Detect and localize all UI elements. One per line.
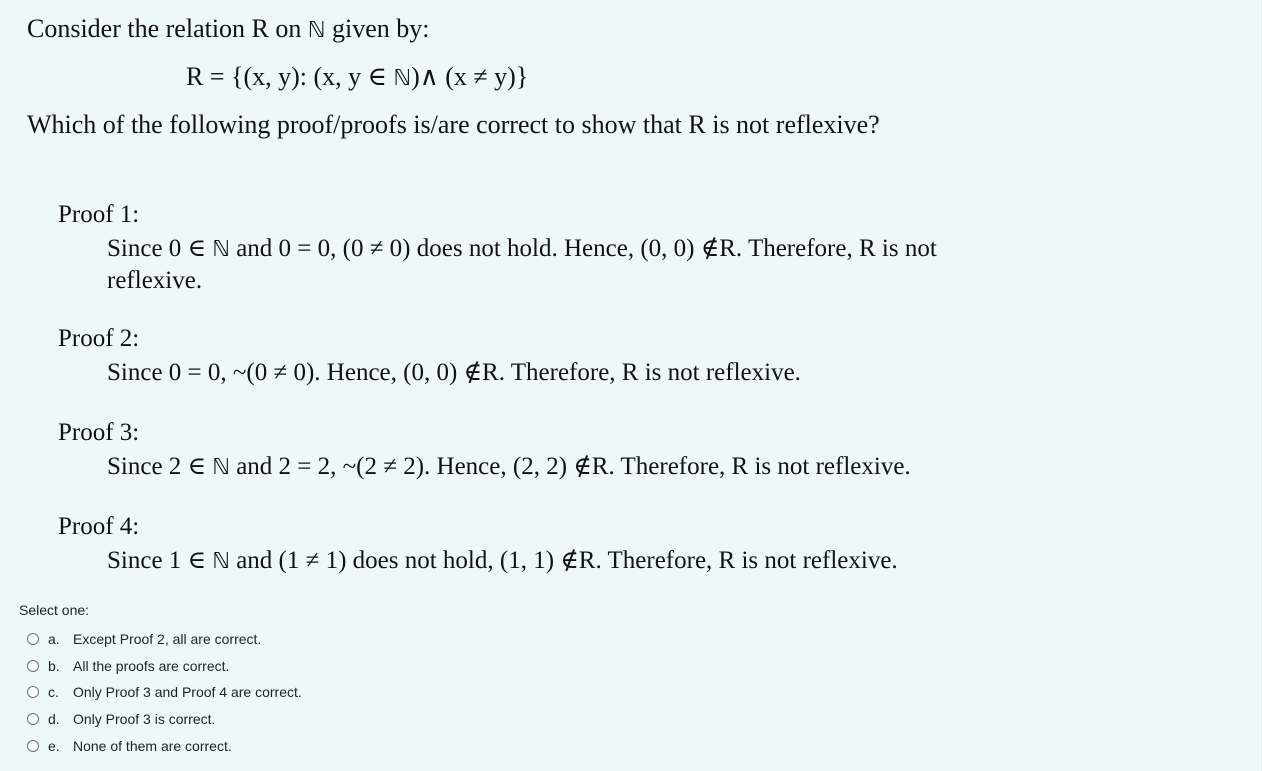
option-c-text: Only Proof 3 and Proof 4 are correct. <box>73 684 302 701</box>
proof-3-body <box>107 451 1107 483</box>
proof-3-body-post: and 2 = 2, ~(2 ≠ 2). Hence, (2, 2) ∉R. Therefore, R is not reflexive. <box>229 453 911 480</box>
option-e[interactable] <box>27 732 302 759</box>
question-intro <box>27 14 430 44</box>
natural-numbers-symbol: ℕ <box>212 237 230 262</box>
natural-numbers-symbol: ℕ <box>307 18 326 43</box>
relation-pre: R = {(x, y): (x, y ∈ <box>186 62 394 91</box>
proof-1-body-post: and 0 = 0, (0 ≠ 0) does not hold. Hence, (0, 0) ∉R. Therefore, R is not reflexive. <box>107 235 937 294</box>
option-d[interactable] <box>27 706 302 733</box>
option-e-letter: e. <box>48 737 60 754</box>
proof-4-body-post: and (1 ≠ 1) does not hold, (1, 1) ∉R. Therefore, R is not reflexive. <box>229 547 898 574</box>
proof-1-body <box>107 233 1007 296</box>
option-d-text: Only Proof 3 is correct. <box>73 711 216 728</box>
option-a[interactable] <box>27 626 302 653</box>
option-b[interactable] <box>27 653 302 680</box>
option-a-text: Except Proof 2, all are correct. <box>73 631 262 648</box>
proof-2-title: Proof 2: <box>58 325 140 352</box>
natural-numbers-symbol: ℕ <box>393 66 412 91</box>
relation-post: )∧ (x ≠ y)} <box>411 62 529 91</box>
radio-b[interactable] <box>27 660 39 672</box>
radio-a[interactable] <box>27 633 39 645</box>
question-prompt: Which of the following proof/proofs is/are correct to show that R is not reflexive? <box>27 110 880 139</box>
select-one-label: Select one: <box>19 602 90 618</box>
option-b-text: All the proofs are correct. <box>73 657 230 674</box>
proof-2-body: Since 0 = 0, ~(0 ≠ 0). Hence, (0, 0) ∉R. Therefore, R is not reflexive. <box>107 359 801 386</box>
relation-definition <box>186 62 528 92</box>
radio-c[interactable] <box>27 686 39 698</box>
proof-3-title: Proof 3: <box>58 419 140 446</box>
radio-e[interactable] <box>27 740 39 752</box>
proof-4-body-pre: Since 1 ∈ <box>107 547 213 574</box>
question-intro-end: given by: <box>325 14 430 43</box>
natural-numbers-symbol: ℕ <box>212 455 230 480</box>
option-d-letter: d. <box>48 711 60 728</box>
radio-d[interactable] <box>27 713 39 725</box>
answer-options <box>27 626 302 759</box>
proof-1-body-pre: Since 0 ∈ <box>107 235 213 262</box>
proof-4-title: Proof 4: <box>58 513 140 540</box>
option-a-letter: a. <box>48 631 60 648</box>
natural-numbers-symbol: ℕ <box>212 549 230 574</box>
option-b-letter: b. <box>48 657 60 674</box>
option-c-letter: c. <box>48 684 59 701</box>
option-e-text: None of them are correct. <box>73 737 232 754</box>
question-intro-text: Consider the relation R on <box>27 14 308 43</box>
proof-1-title: Proof 1: <box>58 201 140 228</box>
option-c[interactable] <box>27 679 302 706</box>
proof-3-body-pre: Since 2 ∈ <box>107 453 213 480</box>
proof-4-body <box>107 545 1107 577</box>
